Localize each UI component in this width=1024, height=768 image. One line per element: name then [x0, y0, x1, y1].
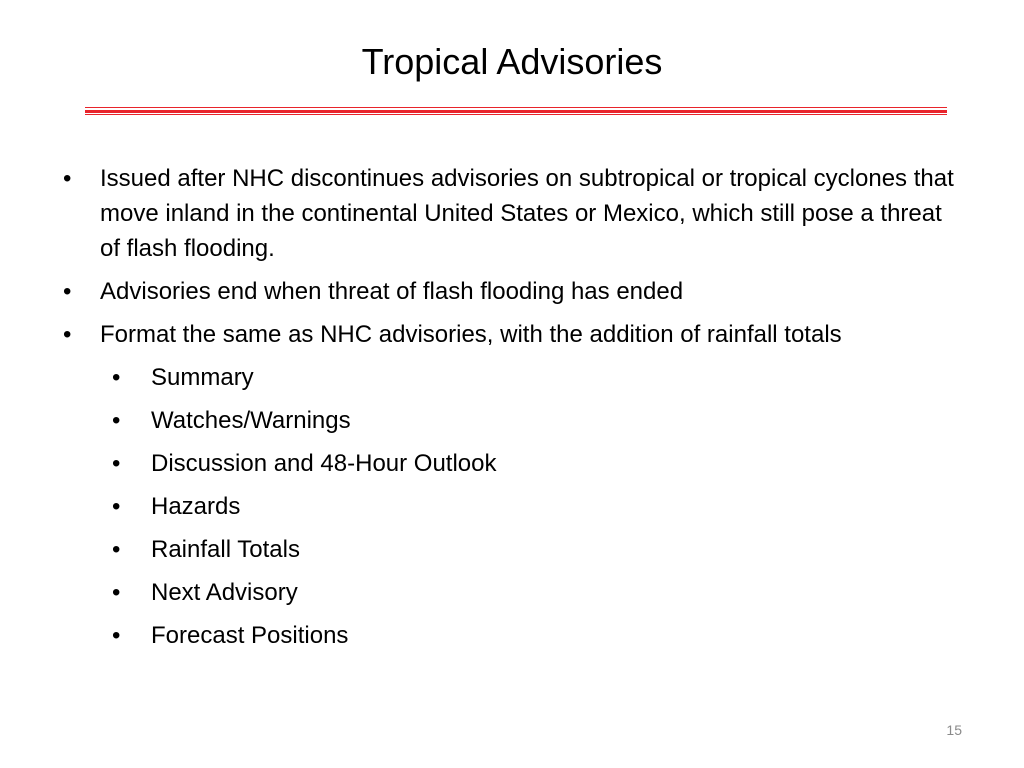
sub-bullet-text: Summary — [151, 364, 254, 391]
bullet-item-advisories-end — [60, 274, 960, 309]
sub-bullet-group — [60, 360, 960, 653]
sub-bullet-summary — [60, 360, 960, 395]
sub-bullet-dot-icon: • — [112, 450, 121, 477]
sub-bullet-dot-icon: • — [112, 579, 121, 606]
sub-bullet-text: Rainfall Totals — [151, 536, 300, 563]
sub-bullet-hazards — [60, 489, 960, 524]
sub-bullet-dot-icon: • — [112, 536, 121, 563]
sub-bullet-text: Hazards — [151, 493, 241, 520]
sub-bullet-dot-icon: • — [112, 364, 121, 391]
sub-bullet-list — [60, 360, 960, 653]
sub-bullet-dot-icon: • — [112, 407, 121, 434]
sub-bullet-dot-icon: • — [112, 493, 121, 520]
bullet-text: Advisories end when threat of flash flooding has ended — [100, 278, 684, 305]
bullet-list — [60, 161, 960, 661]
divider-thick-line — [85, 110, 947, 113]
bullet-dot-icon: • — [63, 321, 72, 348]
bullet-item-format — [60, 317, 960, 352]
bullet-dot-icon: • — [63, 278, 72, 305]
title-divider — [85, 107, 947, 115]
divider-thin-bottom-line — [85, 114, 947, 115]
divider-thin-top-line — [85, 107, 947, 108]
sub-bullet-forecast-positions — [60, 618, 960, 653]
bullet-text: Format the same as NHC advisories, with the addition of rainfall totals — [100, 321, 842, 348]
sub-bullet-dot-icon: • — [112, 622, 121, 649]
page-number: 15 — [946, 722, 962, 738]
bullet-item-issued-after — [60, 161, 960, 266]
sub-bullet-text: Forecast Positions — [151, 622, 349, 649]
sub-bullet-next-advisory — [60, 575, 960, 610]
sub-bullet-discussion-outlook — [60, 446, 960, 481]
sub-bullet-watches-warnings — [60, 403, 960, 438]
bullet-text: Issued after NHC discontinues advisories on subtropical or tropical cyclones that move inland in the continental United States or Mexico, which still pose a threat of flash flooding. — [100, 165, 954, 262]
slide-title: Tropical Advisories — [361, 41, 663, 82]
sub-bullet-text: Discussion and 48-Hour Outlook — [151, 450, 497, 477]
sub-bullet-rainfall-totals — [60, 532, 960, 567]
sub-bullet-text: Watches/Warnings — [151, 407, 351, 434]
bullet-dot-icon: • — [63, 165, 72, 192]
sub-bullet-text: Next Advisory — [151, 579, 298, 606]
